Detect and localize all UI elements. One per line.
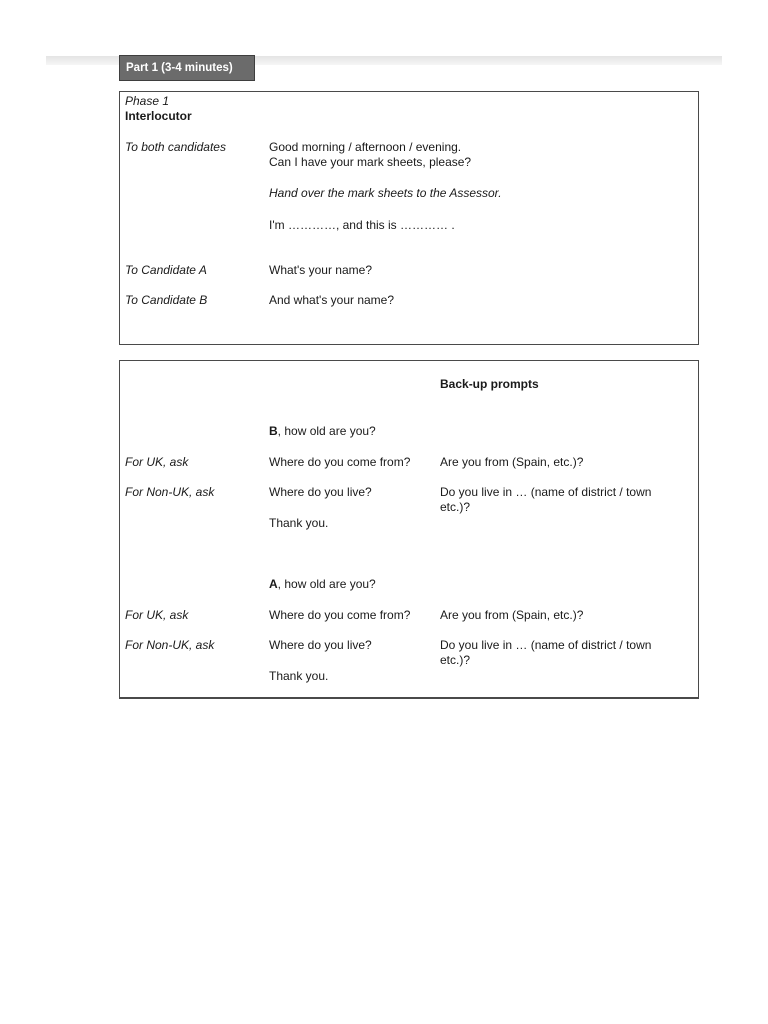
prompts-box bbox=[119, 360, 699, 699]
uk-cue: For UK, ask bbox=[125, 455, 189, 469]
cue-candidate-a: To Candidate A bbox=[125, 263, 207, 277]
nonuk-cue: For Non-UK, ask bbox=[125, 638, 215, 652]
nonuk-backup-prompt: Do you live in … (name of district / town etc.)? bbox=[440, 638, 652, 667]
age-question-text: , how old are you? bbox=[277, 424, 376, 438]
candidate-a-letter: A bbox=[269, 577, 278, 591]
uk-question: Where do you come from? bbox=[269, 455, 411, 469]
mark-sheets-request: Can I have your mark sheets, please? bbox=[269, 155, 472, 169]
question-name-b: And what's your name? bbox=[269, 293, 395, 307]
uk-question: Where do you come from? bbox=[269, 608, 411, 622]
part-label: Part 1 (3-4 minutes) bbox=[119, 55, 255, 81]
phase-label: Phase 1 bbox=[125, 94, 170, 108]
candidate-b-letter: B bbox=[269, 424, 278, 438]
uk-backup-prompt: Are you from (Spain, etc.)? bbox=[440, 455, 584, 469]
uk-cue: For UK, ask bbox=[125, 608, 189, 622]
question-name-a: What's your name? bbox=[269, 263, 373, 277]
nonuk-cue: For Non-UK, ask bbox=[125, 485, 215, 499]
nonuk-backup-prompt: Do you live in … (name of district / town etc.)? bbox=[440, 485, 652, 514]
age-question-a bbox=[269, 577, 376, 592]
greeting-line: Good morning / afternoon / evening. bbox=[269, 140, 462, 154]
cue-both-candidates: To both candidates bbox=[125, 140, 226, 154]
nonuk-question: Where do you live? bbox=[269, 638, 372, 652]
thanks-line: Thank you. bbox=[269, 516, 329, 530]
age-question-b bbox=[269, 424, 376, 439]
thanks-line: Thank you. bbox=[269, 669, 329, 683]
backup-prompts-header: Back-up prompts bbox=[440, 377, 539, 391]
uk-backup-prompt: Are you from (Spain, etc.)? bbox=[440, 608, 584, 622]
introduction-line: I'm …………, and this is ………… . bbox=[269, 218, 455, 232]
instruction-hand-over: Hand over the mark sheets to the Assessor. bbox=[269, 186, 502, 200]
role-label: Interlocutor bbox=[125, 109, 192, 123]
age-question-text: , how old are you? bbox=[277, 577, 376, 591]
nonuk-question: Where do you live? bbox=[269, 485, 372, 499]
phase-1-box bbox=[119, 91, 699, 345]
cue-candidate-b: To Candidate B bbox=[125, 293, 208, 307]
